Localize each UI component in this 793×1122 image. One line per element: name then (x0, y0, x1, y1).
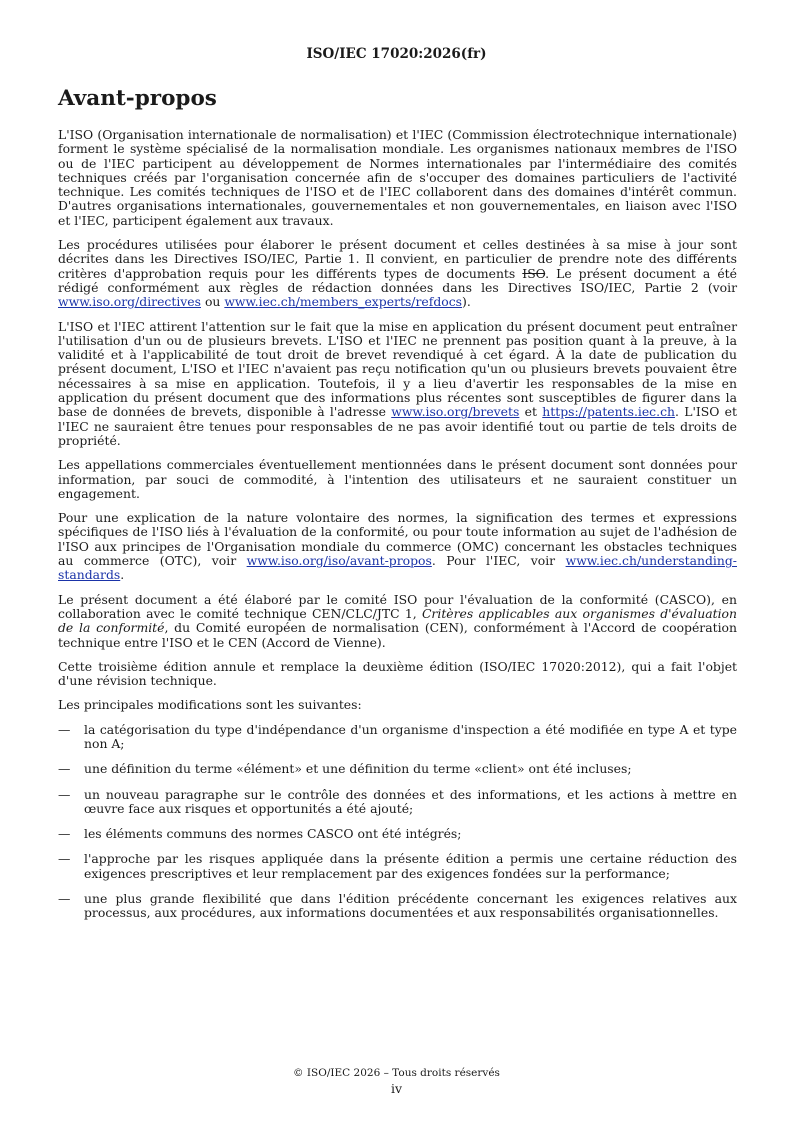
committee-title: Critères applicables aux organismes d'évaluation de la conformité (58, 605, 737, 636)
text-segment: L'ISO et l'IEC attirent l'attention sur le fait que la mise en application du présent document peut entraîner l'utilisation d'un ou de plusieurs brevets. L'ISO et l'IEC ne prennent pas position quant à la preuve, à la validité et à l'applicabilité de tout droit de brevet revendiqué à cet égard. À la date de publication du présent document, L'ISO et l'IEC n'avaient pas reçu notification qu'un ou plusieurs brevets pouvaient être nécessaires à sa mise en application. Toutefois, il y a lieu d'avertir les responsables de la mise en application du présent document que des informations plus récentes sont susceptibles de figurer dans la base de données de brevets, disponible à l'adresse (58, 318, 737, 420)
paragraph-patents (58, 320, 737, 449)
list-item (58, 852, 737, 881)
copyright-notice: © ISO/IEC 2026 – Tous droits réservés (293, 1067, 500, 1079)
page-footer (0, 1065, 793, 1097)
paragraph-procedures (58, 238, 737, 309)
list-item-text: la catégorisation du type d'indépendance d'un organisme d'inspection a été modifiée en type A et type non A; (84, 721, 737, 751)
list-item-text: une plus grande flexibilité que dans l'édition précédente concernant les exigences relatives aux processus, aux procédures, aux informations documentées et aux responsabilités organisationnelles. (84, 891, 737, 921)
list-item-text: les éléments communs des normes CASCO ont été intégrés; (84, 826, 462, 842)
text-segment: , du Comité européen de normalisation (CEN), conformément à l'Accord de coopération technique entre l'ISO et le CEN (Accord de Vienne). (58, 620, 737, 650)
text-segment: ). (462, 294, 471, 310)
text-segment: ou (201, 294, 225, 310)
link-iso-foreword[interactable]: www.iso.org/iso/avant-propos (246, 553, 432, 569)
list-item (58, 762, 737, 776)
dash-bullet: — (58, 721, 71, 737)
list-item (58, 892, 737, 921)
link-iso-directives[interactable]: www.iso.org/directives (58, 294, 201, 310)
page-title: Avant-propos (58, 86, 217, 111)
paragraph-changes-intro: Les principales modifications sont les suivantes: (58, 697, 362, 713)
dash-bullet: — (58, 761, 71, 777)
paragraph-voluntary-nature (58, 511, 737, 582)
link-iec-refdocs[interactable]: www.iec.ch/members_experts/refdocs (224, 294, 463, 310)
document-id-header: ISO/IEC 17020:2026(fr) (306, 46, 487, 62)
text-segment: Le présent document a été élaboré par le comité ISO pour l'évaluation de la conformité (CASCO), en collaboration avec le comité technique CEN/CLC/JTC 1, (58, 591, 737, 621)
changes-list (58, 723, 737, 921)
list-item-text: une définition du terme «élément» et une définition du terme «client» ont été incluses; (84, 761, 632, 777)
text-segment: et (519, 404, 543, 420)
dash-bullet: — (58, 786, 71, 802)
list-item-text: un nouveau paragraphe sur le contrôle des données et des informations, et les actions à mettre en œuvre face aux risques et opportunités a été ajouté; (84, 786, 737, 816)
dash-bullet: — (58, 891, 71, 907)
foreword-body (58, 128, 737, 932)
struck-text: ISO (522, 265, 546, 281)
text-segment: Les procédures utilisées pour élaborer le présent document et celles destinées à sa mise à jour sont décrites dans les Directives ISO/IEC, Partie 1. Il convient, en particulier de prendre note des différents critères d'approbation requis pour les différents types de documents (58, 237, 737, 281)
link-iso-patents[interactable]: www.iso.org/brevets (391, 404, 520, 420)
page-number: iv (390, 1081, 403, 1096)
text-segment: . Pour l'IEC, voir (431, 553, 566, 569)
link-iec-patents[interactable]: https://patents.iec.ch (542, 404, 675, 420)
paragraph-edition: Cette troisième édition annule et remplace la deuxième édition (ISO/IEC 17020:2012), qui a fait l'objet d'une révision technique. (58, 658, 737, 689)
text-segment: . Le présent document a été rédigé conformément aux règles de rédaction données dans les Directives ISO/IEC, Partie 2 (voir (58, 265, 737, 295)
list-item-text: l'approche par les risques appliquée dans la présente édition a permis une certaine réduction des exigences prescriptives et leur remplacement par des exigences fondées sur la performance; (84, 851, 737, 881)
list-item (58, 723, 737, 752)
text-segment: Pour une explication de la nature volontaire des normes, la signification des termes et expressions spécifiques de l'ISO liés à l'évaluation de la conformité, ou pour toute information au sujet de l'adhésion de l'ISO aux principes de l'Organisation mondiale du commerce (OMC) concernant les obstacles techniques au commerce (OTC), voir (58, 510, 737, 569)
paragraph-iso-iec-intro: L'ISO (Organisation internationale de normalisation) et l'IEC (Commission électrotechnique internationale) forment le système spécialisé de la normalisation mondiale. Les organismes nationaux membres de l'ISO ou de l'IEC participent au développement de Normes internationales par l'intermédiaire des comités techniques créés par l'organisation concernée afin de s'occuper des domaines particuliers de l'activité technique. Les comités techniques de l'ISO et de l'IEC collaborent dans des domaines d'intérêt commun. D'autres organisations internationales, gouvernementales et non gouvernementales, en liaison avec l'ISO et l'IEC, participent également aux travaux. (58, 127, 737, 228)
text-segment: . L'ISO et l'IEC ne sauraient être tenues pour responsables de ne pas avoir identifié tout ou partie de tels droits de propriété. (58, 404, 737, 448)
text-segment: . (120, 567, 125, 583)
link-iec-understanding-standards[interactable]: www.iec.ch/understanding-standards (58, 553, 737, 583)
paragraph-committee (58, 593, 737, 650)
paragraph-trade-names: Les appellations commerciales éventuellement mentionnées dans le présent document sont données pour information, par souci de commodité, à l'intention des utilisateurs et ne sauraient constituer un engagement. (58, 457, 737, 501)
list-item (58, 788, 737, 817)
dash-bullet: — (58, 826, 71, 842)
list-item (58, 827, 737, 841)
dash-bullet: — (58, 851, 71, 867)
